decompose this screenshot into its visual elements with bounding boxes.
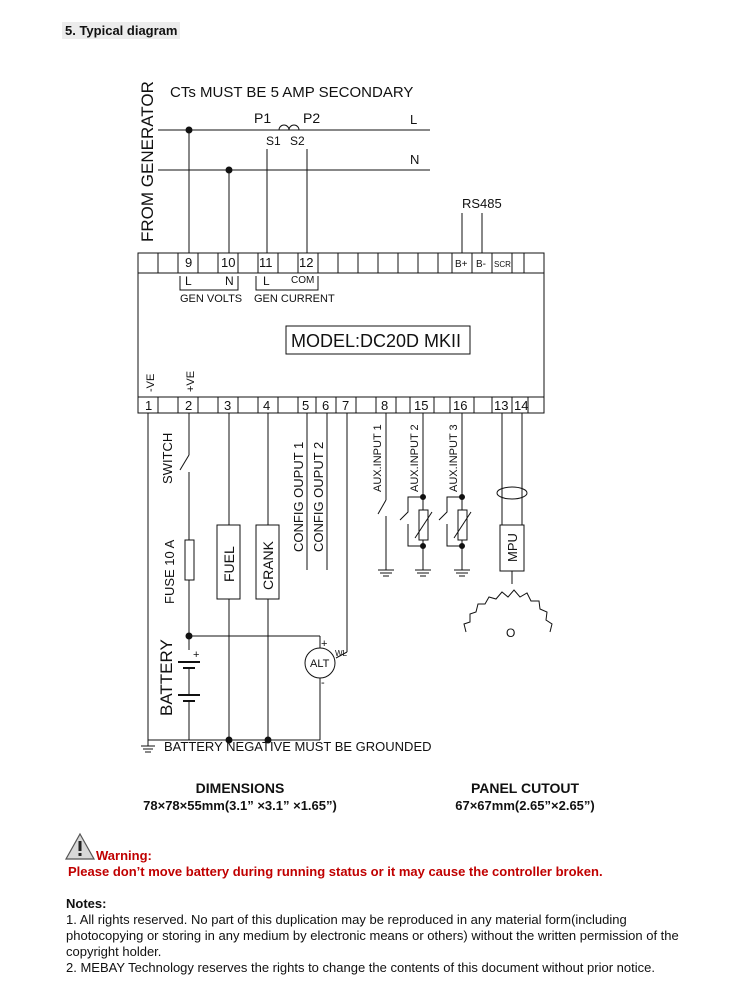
terminal-11: 11 <box>259 255 273 270</box>
gen-volts-label: GEN VOLTS <box>180 293 243 305</box>
terminal-13: 13 <box>494 398 509 413</box>
warning-label: Warning: <box>96 848 152 863</box>
section-heading: 5. Typical diagram <box>62 22 180 39</box>
terminal-9: 9 <box>185 255 193 270</box>
crank-label: CRANK <box>260 540 276 590</box>
ct-s2-label: S2 <box>290 134 305 148</box>
terminal-9-sublabel: L <box>185 274 192 288</box>
notes-section <box>66 896 706 976</box>
pos-ve-label: +VE <box>185 370 197 392</box>
terminal-5: 5 <box>302 398 310 413</box>
terminal-11-sublabel: L <box>263 274 270 288</box>
alt-label: ALT <box>310 658 330 670</box>
fuse-symbol <box>185 540 194 580</box>
panel-cutout-value: 67×67mm(2.65”×2.65”) <box>455 798 595 813</box>
panel-cutout-block <box>410 780 640 813</box>
dimensions-block <box>100 780 380 813</box>
rs485-label: RS485 <box>462 196 502 211</box>
notes-title: Notes: <box>66 896 107 911</box>
ct-p2-label: P2 <box>303 110 321 126</box>
config-output-1-label: CONFIG OUPUT 1 <box>291 441 306 552</box>
dimensions-value: 78×78×55mm(3.1” ×3.1” ×1.65”) <box>143 798 337 813</box>
terminal-7: 7 <box>342 398 350 413</box>
terminal-3: 3 <box>224 398 232 413</box>
terminal-12: 12 <box>299 255 314 270</box>
alt-plus-label: + <box>321 638 328 650</box>
terminal-2: 2 <box>185 398 193 413</box>
note-item-1: 1. All rights reserved. No part of this duplication may be reproduced in any material form(including photocopying or storing in any medium by electronic means or others) without the written permission of the copyright holder. <box>66 912 679 959</box>
terminal-12-sublabel: COM <box>291 275 315 286</box>
line-N-label: N <box>410 152 420 167</box>
alt-minus-label: - <box>321 677 325 689</box>
aux-input-2-label: AUX.INPUT 2 <box>409 424 421 492</box>
fuel-label: FUEL <box>221 546 237 582</box>
ground-note: BATTERY NEGATIVE MUST BE GROUNDED <box>164 739 432 754</box>
terminal-1: 1 <box>145 398 153 413</box>
ct-p1-label: P1 <box>254 110 272 126</box>
terminal-10-sublabel: N <box>225 274 234 288</box>
switch-label: SWITCH <box>160 432 175 484</box>
terminal-16: 16 <box>453 398 468 413</box>
gen-current-label: GEN CURRENT <box>254 293 335 305</box>
ct-s1-label: S1 <box>266 134 281 148</box>
terminal-4: 4 <box>263 398 271 413</box>
config-output-2-label: CONFIG OUPUT 2 <box>311 441 326 552</box>
note-item-2: 2. MEBAY Technology reserves the rights to change the contents of this document without prior notice. <box>66 960 655 975</box>
terminal-14: 14 <box>514 398 529 413</box>
from-generator-label: FROM GENERATOR <box>138 81 157 242</box>
panel-cutout-title: PANEL CUTOUT <box>470 780 580 796</box>
line-L-label: L <box>410 112 418 127</box>
terminal-15: 15 <box>414 398 429 413</box>
fuse-label: FUSE 10 A <box>162 539 177 604</box>
top-terminal-cells <box>158 253 524 273</box>
aux-input-3-label: AUX.INPUT 3 <box>448 424 460 492</box>
model-label: MODEL:DC20D MKII <box>291 331 462 351</box>
warning-triangle-icon <box>64 832 96 862</box>
mpu-label: MPU <box>505 533 520 562</box>
terminal-10: 10 <box>221 255 236 270</box>
battery-plus-label: + <box>193 649 200 661</box>
wl-label: WL <box>335 649 347 658</box>
aux-input-1-label: AUX.INPUT 1 <box>372 424 384 492</box>
terminal-8: 8 <box>381 398 389 413</box>
neg-ve-label: -VE <box>145 373 157 392</box>
battery-label: BATTERY <box>157 639 176 716</box>
terminal-6: 6 <box>322 398 330 413</box>
aux-input-1-switch <box>378 500 386 514</box>
dimensions-title: DIMENSIONS <box>195 780 285 796</box>
terminal-b-plus: B+ <box>455 259 468 270</box>
warning-message: Please don’t move battery during running status or it may cause the controller broken. <box>68 864 603 879</box>
ct-coil <box>279 125 299 130</box>
gear-center-label: O <box>506 626 516 640</box>
switch-symbol <box>180 455 189 470</box>
terminal-scr: SCR <box>494 260 511 269</box>
ct-note: CTs MUST BE 5 AMP SECONDARY <box>170 84 414 101</box>
terminal-b-minus: B- <box>476 259 486 270</box>
